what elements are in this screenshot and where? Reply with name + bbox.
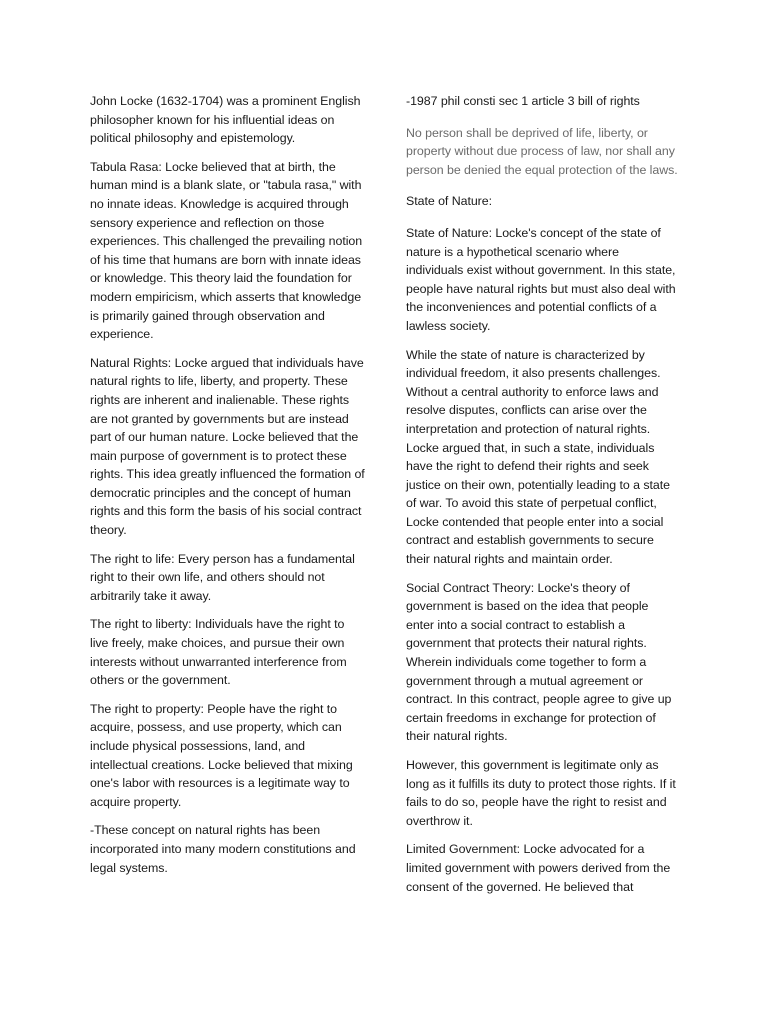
right-column (406, 92, 678, 906)
limited-government-paragraph: Limited Government: Locke advocated for a limited government with powers derived from the consent of the governed. He believed that (406, 842, 671, 894)
constitutions-note-paragraph: -These concept on natural rights has been incorporated into many modern constitutions and legal systems. (90, 823, 356, 875)
state-of-nature-heading: State of Nature: (406, 194, 492, 209)
intro-paragraph: John Locke (1632-1704) was a prominent English philosopher known for his influential ideas on political philosophy and epistemology. (90, 94, 361, 146)
state-challenges-paragraph: While the state of nature is characterized by individual freedom, it also presents challenges. Without a central authority to enforce laws and resolve disputes, conflicts can arise over the interpretation and protection of natural rights. Locke argued that, in such a state, individuals have the right to defend their rights and seek justice on their own, potentially leading to a state of war. To avoid this state of perpetual conflict, Locke contended that people enter into a social contract and establish governments to secure their natural rights and maintain order. (406, 347, 670, 567)
constitution-reference: -1987 phil consti sec 1 article 3 bill of rights (406, 94, 640, 108)
natural-rights-paragraph: Natural Rights: Locke argued that individuals have natural rights to life, liberty, and property. These rights are inherent and inalienable. These rights are not granted by governments but are instead part of our human nature. Locke believed that the main purpose of government is to protect these rights. This idea greatly influenced the formation of democratic principles and the concept of human rights and this form the basis of his social contract theory. (90, 355, 365, 538)
social-contract-paragraph: Social Contract Theory: Locke's theory of government is based on the idea that people enter into a social contract to establish a government that protects their natural rights. Wherein individuals come together to form a government through a mutual agreement or contract. In this contract, people agree to give up certain freedoms in exchange for protection of their natural rights. (406, 580, 672, 744)
state-of-nature-paragraph: State of Nature: Locke's concept of the state of nature is a hypothetical scenario where individuals exist without government. In this state, people have natural rights but must also deal with the inconveniences and potential conflicts of a lawless society. (406, 225, 676, 333)
right-to-liberty-paragraph: The right to liberty: Individuals have the right to live freely, make choices, and pursue their own interests without unwarranted interference from others or the government. (90, 617, 347, 688)
tabula-rasa-paragraph: Tabula Rasa: Locke believed that at birth, the human mind is a blank slate, or "tabula rasa," with no innate ideas. Knowledge is acquired through sensory experience and reflection on those experiences. This challenged the prevailing notion of his time that humans are born with innate ideas or knowledge. This theory laid the foundation for modern empiricism, which asserts that knowledge is primarily gained through observation and experience. (90, 159, 363, 342)
right-to-property-paragraph: The right to property: People have the right to acquire, possess, and use property, which can include physical possessions, land, and intellectual creations. Locke believed that mixing one's labor with resources is a legitimate way to acquire property. (90, 701, 353, 809)
left-column (90, 92, 366, 887)
right-to-life-paragraph: The right to life: Every person has a fundamental right to their own life, and others should not arbitrarily take it away. (90, 551, 355, 603)
bill-of-rights-quote: No person shall be deprived of life, liberty, or property without due process of law, nor shall any person be denied the equal protection of the laws. (406, 125, 678, 177)
legitimacy-paragraph: However, this government is legitimate only as long as it fulfills its duty to protect those rights. If it fails to do so, people have the right to resist and overthrow it. (406, 758, 676, 828)
